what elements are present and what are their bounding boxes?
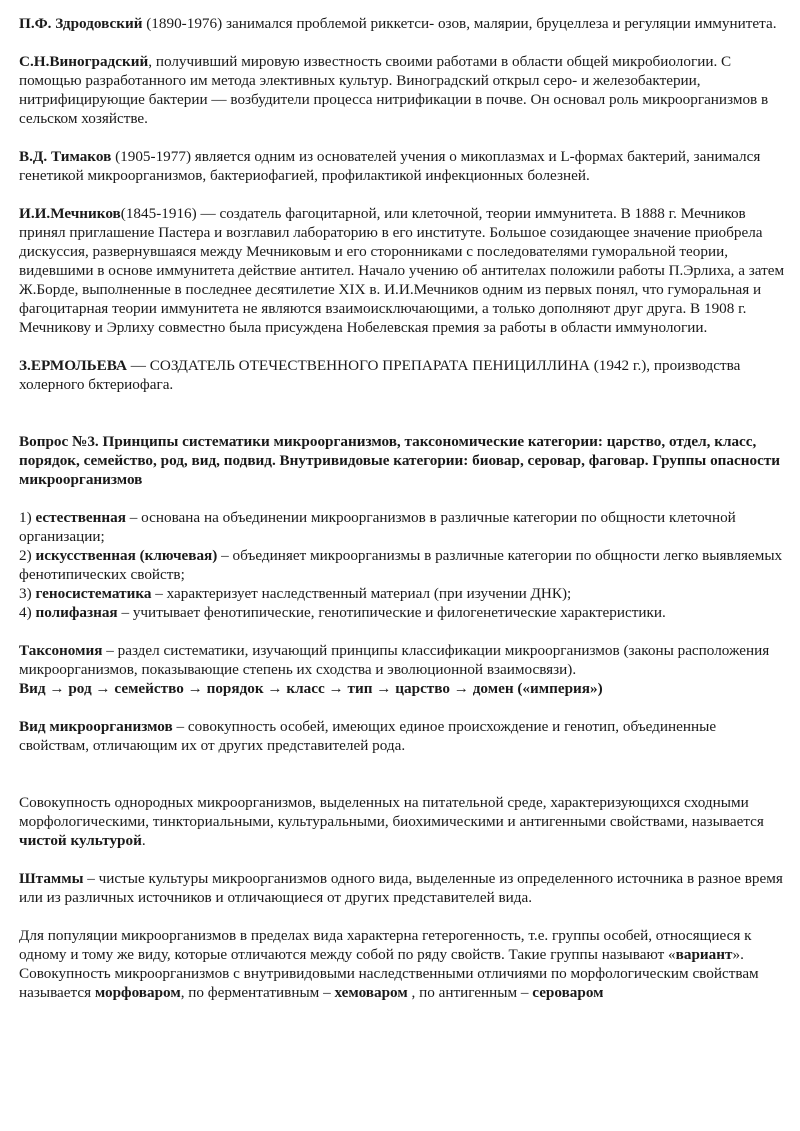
list-item: 3) геносистематика – характеризует наследственный материал (при изучении ДНК); — [19, 585, 572, 602]
paragraph-taxonomy: Таксономия – раздел систематики, изучающий принципы классификации микроорганизмов (законы расположения микроорганизмов, показывающие степень их сходства и эволюционной взаимосвязи). — [19, 642, 770, 678]
paragraph-ermolyeva: З.ЕРМОЛЬЕВА — СОЗДАТЕЛЬ ОТЕЧЕСТВЕННОГО ПРЕПАРАТА ПЕНИЦИЛЛИНА (1942 г.), производства холерного бктериофага. — [19, 357, 741, 393]
paragraph-pure-culture: Совокупность однородных микроорганизмов, выделенных на питательной среде, характеризующихся сходными морфологическими, тинкториальными, культуральными, биохимическими и антигенными свойствами, называется чистой культурой. — [19, 794, 764, 849]
term-chemovar: хемоваром — [334, 984, 408, 1001]
taxonomy-chain: Вид → род → семейство → порядок → класс → тип → царство → домен («империя») — [19, 680, 603, 697]
paragraph-mechnikov: И.И.Мечников(1845-1916) — создатель фагоцитарной, или клеточной, теории иммунитета. В 1888 г. Мечников принял приглашение Пастера и возглавил лабораторию в его институте. Большое созидающее значение приобрела дискуссия, развернувшаяся между Мечниковым и его сторонниками с последователями гуморальной теории, видевшими в основе иммунитета действие антител. Начало учению об антителах положили работы П.Эрлиха, а затем Ж.Борде, выполненные в последнее десятилетие XIX в. И.И.Мечников одним из первых понял, что гуморальная и фагоцитарная теории иммунитета не являются взаимоисключающими, а только дополняют друг друга. В 1908 г. Мечникову и Эрлиху совместно была присуждена Нобелевская премия за работы в области иммунологии. — [19, 205, 785, 336]
term-species: Вид микроорганизмов — [19, 718, 173, 735]
name-mechnikov: И.И.Мечников — [19, 205, 121, 222]
paragraph-strains: Штаммы – чистые культуры микроорганизмов одного вида, выделенные из определенного источника в разное время или из различных источников и отличающиеся от других представителей вида. — [19, 870, 783, 906]
paragraph-timakov: В.Д. Тимаков (1905-1977) является одним из основателей учения о микоплазмах и L-формах бактерий, занимался генетикой микроорганизмов, бактериофагией, профилактикой инфекционных болезней. — [19, 148, 761, 184]
term-taxonomy: Таксономия — [19, 642, 103, 659]
term-serovar: сероваром — [532, 984, 604, 1001]
name-zdrodovsky: П.Ф. Здродовский — [19, 15, 143, 32]
paragraph-vinogradsky: С.Н.Виноградский, получивший мировую известность своими работами в области общей микробиологии. С помощью разработанного им метода элективных культур. Виноградский открыл серо- и железобактерии, нитрифицирующие бактерии — возбудители процесса нитрификации в почве. Он основал роль микроорганизмов в сельском хозяйстве. — [19, 53, 769, 127]
systematics-list — [19, 508, 788, 622]
name-timakov: В.Д. Тимаков — [19, 148, 112, 165]
term-morphovar: морфоваром — [94, 984, 181, 1001]
list-item: 1) естественная – основана на объединении микроорганизмов в различные категории по общности клеточной организации; — [19, 509, 736, 545]
name-ermolyeva: З.ЕРМОЛЬЕВА — [19, 357, 127, 374]
list-item: 2) искусственная (ключевая) – объединяет микроорганизмы в различные категории по общности легко выявляемых фенотипических свойств; — [19, 547, 783, 583]
question-heading: Вопрос №3. Принципы систематики микроорганизмов, таксономические категории: царство, отдел, класс, порядок, семейство, род, вид, подвид. Внутривидовые категории: биовар, серовар, фаговар. Группы опасности микроорганизмов — [19, 433, 781, 488]
paragraph-variants: Для популяции микроорганизмов в пределах вида характерна гетерогенность, т.е. группы особей, относящиеся к одному и тому же виду, которые отличаются между собой по ряду свойств. Такие группы называют «вариант». — [19, 927, 752, 963]
list-item: 4) полифазная – учитывает фенотипические, генотипические и филогенетические характеристики. — [19, 604, 666, 621]
paragraph-species: Вид микроорганизмов – совокупность особей, имеющих единое происхождение и генотип, объединенные свойствам, отличающим их от других представителей рода. — [19, 718, 717, 754]
term-strains: Штаммы — [19, 870, 84, 887]
term-variant: вариант — [675, 946, 733, 963]
name-vinogradsky: С.Н.Виноградский — [19, 53, 149, 70]
term-pure-culture: чистой культурой — [19, 832, 142, 849]
paragraph-zdrodovsky: П.Ф. Здродовский (1890-1976) занимался проблемой риккетси- озов, малярии, бруцеллеза и регуляции иммунитета. — [19, 15, 777, 32]
paragraph-varieties: Совокупность микроорганизмов с внутривидовыми наследственными отличиями по морфологическим свойствам называется морфоваром, по ферментативным – хемоваром , по антигенным – сероваром — [19, 965, 759, 1001]
